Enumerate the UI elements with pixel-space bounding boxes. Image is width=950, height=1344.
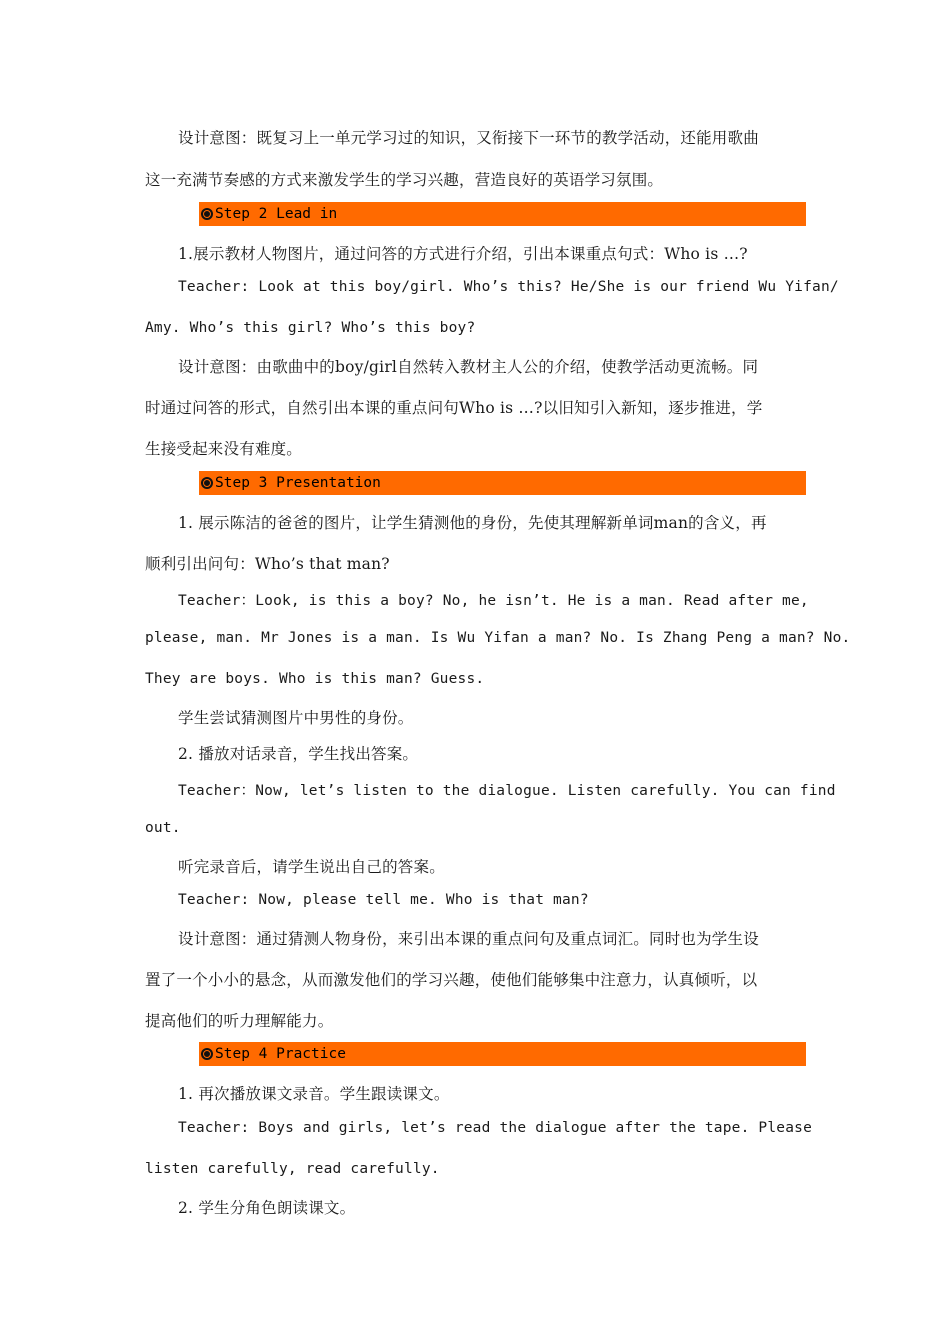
step-2-heading <box>199 202 806 226</box>
paragraph-line: out. <box>145 820 181 836</box>
paragraph-line: Teacher: Boys and girls, let’s read the dialogue after the tape. Please <box>178 1120 813 1136</box>
paragraph-line: Teacher：Look, is this a boy? No, he isn’t. He is a man. Read after me, <box>178 593 809 609</box>
paragraph-line: 1. 再次播放课文录音。学生跟读课文。 <box>178 1085 450 1103</box>
step-3-heading <box>199 471 806 495</box>
circled-star-icon <box>201 477 213 489</box>
paragraph-line: listen carefully, read carefully. <box>145 1161 440 1177</box>
paragraph-line: 顺利引出问句：Who’s that man? <box>145 555 390 573</box>
step-4-heading <box>199 1042 806 1066</box>
paragraph-line: 提高他们的听力理解能力。 <box>145 1012 334 1030</box>
step-4-heading-label: Step 4 Practice <box>215 1046 346 1062</box>
paragraph-line: 2. 学生分角色朗读课文。 <box>178 1199 356 1217</box>
paragraph-line: 置了一个小小的悬念，从而激发他们的学习兴趣，使他们能够集中注意力，认真倾听，以 <box>145 971 758 989</box>
paragraph-line: 1.展示教材人物图片，通过问答的方式进行介绍，引出本课重点句式：Who is …? <box>178 245 748 263</box>
paragraph-line: Teacher: Look at this boy/girl. Who’s this? He/She is our friend Wu Yifan/ <box>178 279 839 295</box>
paragraph-line: 这一充满节奏感的方式来激发学生的学习兴趣，营造良好的英语学习氛围。 <box>145 171 664 189</box>
paragraph-line: 时通过问答的形式，自然引出本课的重点问句Who is …?以旧知引入新知，逐步推进，学 <box>145 399 763 417</box>
paragraph-line: Teacher：Now, let’s listen to the dialogue. Listen carefully. You can find <box>178 783 836 799</box>
paragraph-line: Amy. Who’s this girl? Who’s this boy? <box>145 320 476 336</box>
circled-star-icon <box>201 208 213 220</box>
paragraph-line: 听完录音后，请学生说出自己的答案。 <box>178 858 445 876</box>
paragraph-line: 学生尝试猜测图片中男性的身份。 <box>178 709 414 727</box>
paragraph-line: 生接受起来没有难度。 <box>145 440 303 458</box>
paragraph-line: 设计意图：由歌曲中的boy/girl自然转入教材主人公的介绍，使教学活动更流畅。同 <box>178 358 759 376</box>
circled-star-icon <box>201 1048 213 1060</box>
step-2-heading-label: Step 2 Lead in <box>215 206 338 222</box>
paragraph-line: Teacher: Now, please tell me. Who is that man? <box>178 892 589 908</box>
step-3-heading-label: Step 3 Presentation <box>215 475 381 491</box>
paragraph-line: please, man. Mr Jones is a man. Is Wu Yifan a man? No. Is Zhang Peng a man? No. <box>145 630 851 646</box>
paragraph-line: They are boys. Who is this man? Guess. <box>145 671 485 687</box>
paragraph-line: 1. 展示陈洁的爸爸的图片，让学生猜测他的身份，先使其理解新单词man的含义，再 <box>178 514 767 532</box>
paragraph-line: 设计意图：通过猜测人物身份，来引出本课的重点问句及重点词汇。同时也为学生设 <box>178 930 759 948</box>
paragraph-line: 设计意图：既复习上一单元学习过的知识，又衔接下一环节的教学活动，还能用歌曲 <box>178 129 759 147</box>
paragraph-line: 2. 播放对话录音，学生找出答案。 <box>178 745 419 763</box>
